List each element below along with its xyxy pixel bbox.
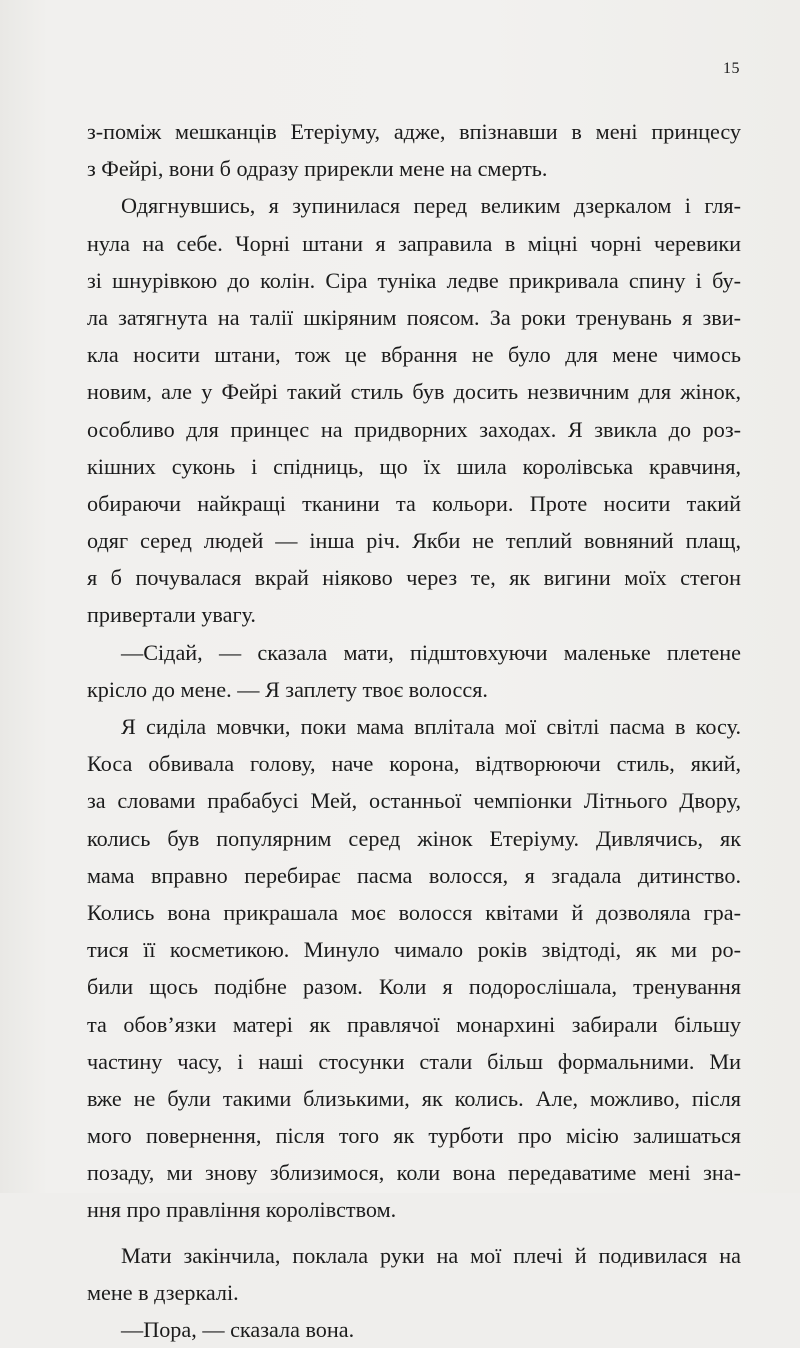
page-number: 15: [723, 60, 740, 77]
text-line: позаду, ми знову зблизимося, коли вона передаватиме мені зна-: [87, 1160, 741, 1186]
text-line: ла затягнута на талії шкіряним поясом. За роки тренувань я зви-: [87, 304, 741, 330]
text-line: крісло до мене. — Я заплету твоє волосся.: [87, 676, 488, 702]
text-line: з-поміж мешканців Етеріуму, адже, впізнавши в мені принцесу: [87, 119, 741, 144]
text-line: тися її косметикою. Минуло чимало років звідтоді, як ми ро-: [87, 937, 741, 963]
paragraph-gap: [87, 1229, 741, 1237]
text-line: Мати закінчила, поклала руки на мої плечі й подивилася на: [121, 1242, 741, 1268]
text-line: кла носити штани, тож це вбрання не було для мене чимось: [87, 342, 741, 368]
text-line: вже не були такими близькими, як колись. Але, можливо, після: [87, 1085, 741, 1111]
text-line: Колись вона прикрашала моє волосся квітами й дозволяла гра-: [87, 899, 741, 925]
text-line: новим, але у Фейрі такий стиль був досить незвичним для жінок,: [87, 379, 741, 405]
text-line: колись був популярним серед жінок Етеріуму. Дивлячись, як: [87, 825, 741, 851]
text-line: обираючи найкращі тканини та кольори. Проте носити такий: [87, 490, 741, 516]
text-line: зі шнурівкою до колін. Сіра туніка ледве прикривала спину і бу-: [87, 267, 741, 293]
text-line: —Сідай, — сказала мати, підштовхуючи маленьке плетене: [121, 639, 741, 665]
text-line: я б почувалася вкрай ніяково через те, як вигини моїх стегон: [87, 565, 741, 591]
body-text: [87, 113, 741, 1348]
text-line: мене в дзеркалі.: [87, 1279, 239, 1305]
text-line: одяг серед людей — інша річ. Якби не теплий вовняний плащ,: [87, 528, 741, 554]
text-line: мого повернення, після того як турботи про місію залишаться: [87, 1123, 741, 1149]
text-line: Коса обвивала голову, наче корона, відтворюючи стиль, який,: [87, 751, 741, 777]
text-line: особливо для принцес на придворних заходах. Я звикла до роз-: [87, 416, 741, 442]
text-line: нула на себе. Чорні штани я заправила в міцні чорні черевики: [87, 230, 741, 256]
text-line: —Пора, — сказала вона.: [121, 1317, 355, 1342]
text-line: Одягнувшись, я зупинилася перед великим дзеркалом і гля-: [121, 193, 741, 219]
text-line: били щось подібне разом. Коли я подорослішала, тренування: [87, 974, 741, 1000]
text-line: Я сиділа мовчки, поки мама вплітала мої світлі пасма в косу.: [121, 714, 741, 739]
text-line: мама вправно перебирає пасма волосся, я згадала дитинство.: [87, 862, 741, 888]
text-line: привертали увагу.: [87, 602, 256, 628]
text-line: частину часу, і наші стосунки стали більш формальними. Ми: [87, 1048, 741, 1074]
text-line: ння про правління королівством.: [87, 1197, 397, 1223]
text-line: кішних суконь і спідниць, що їх шила королівська кравчиня,: [87, 453, 741, 479]
text-line: з Фейрі, вони б одразу прирекли мене на смерть.: [87, 156, 548, 182]
text-line: за словами прабабусі Мей, останньої чемпіонки Літнього Двору,: [87, 788, 741, 814]
text-line: та обов’язки матері як правлячої монархині забирали більшу: [87, 1011, 741, 1037]
